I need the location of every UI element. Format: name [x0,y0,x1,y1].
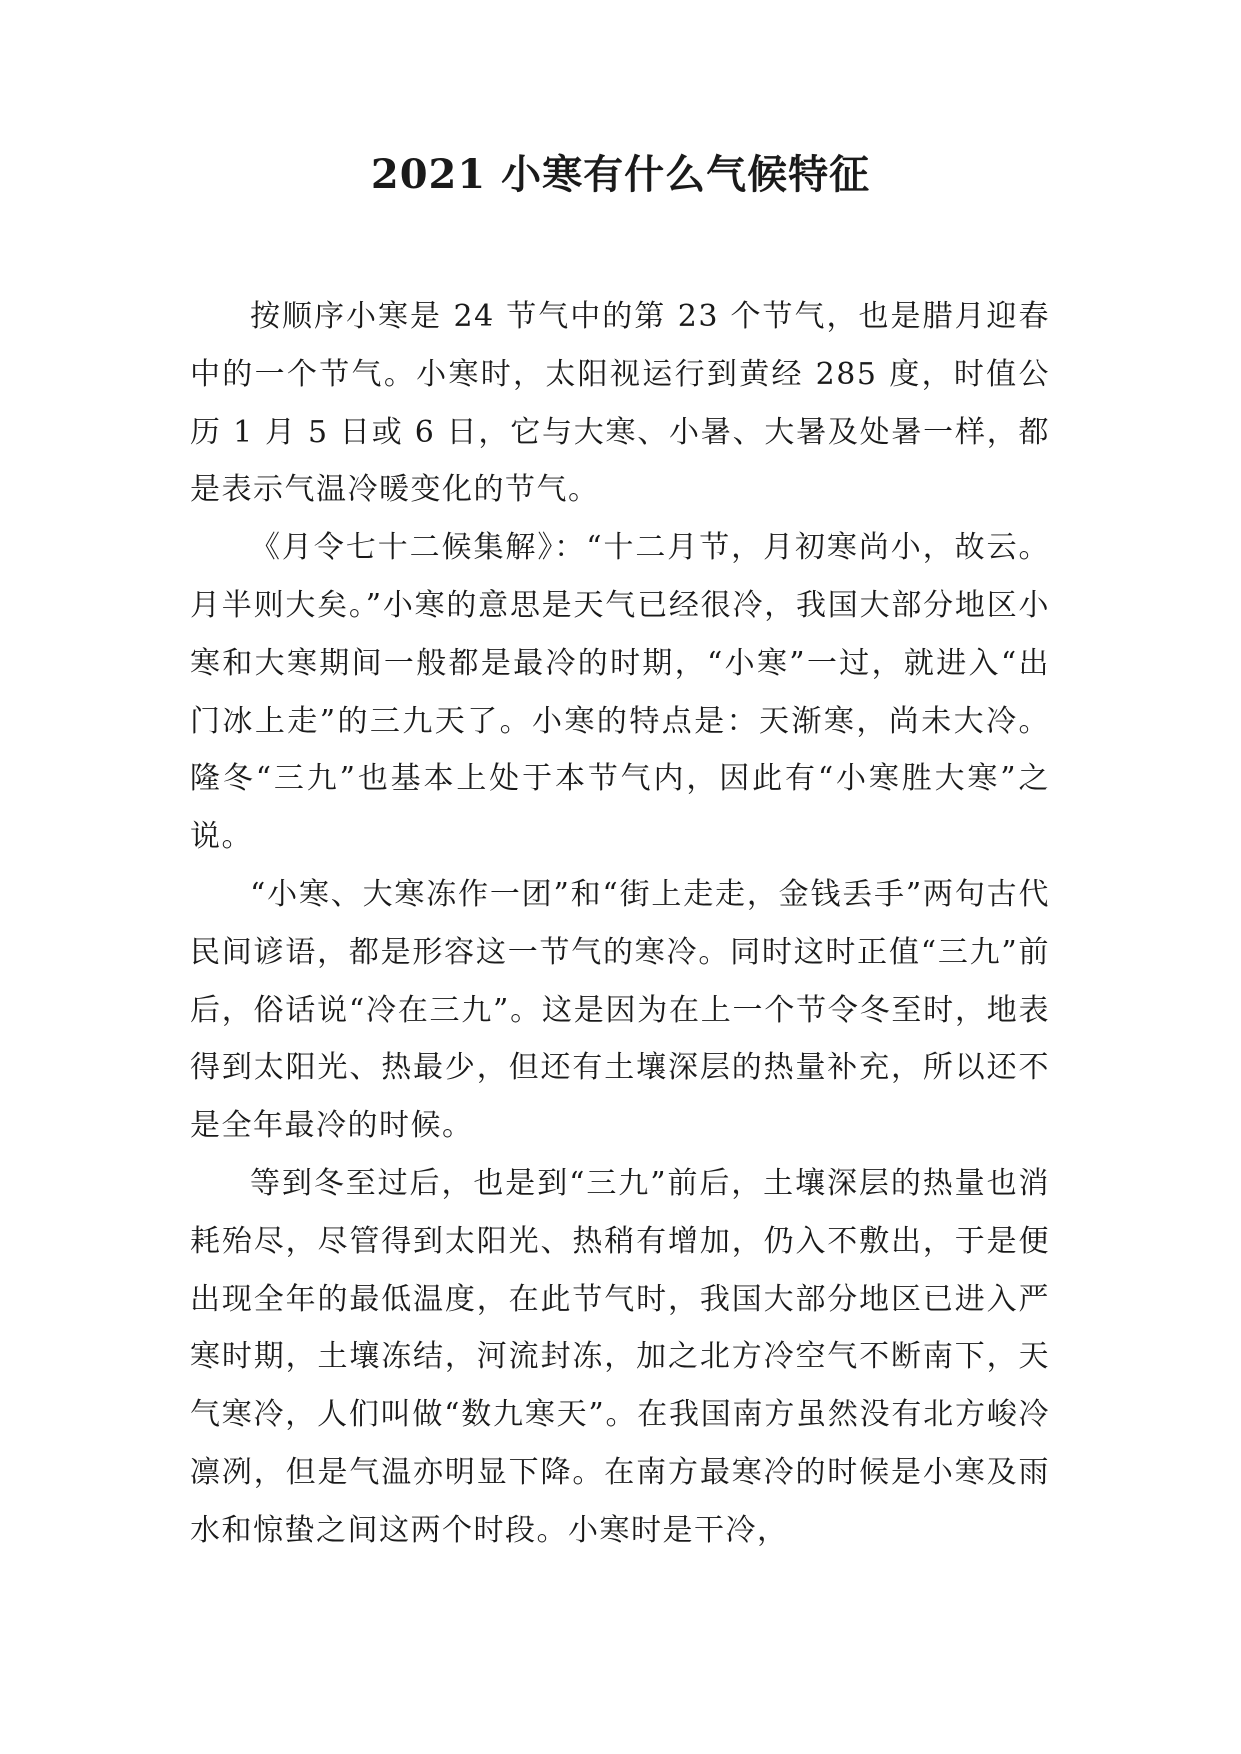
document-body [190,288,1050,1560]
document-title: 2021 小寒有什么气候特征 [370,151,871,198]
paragraph-2: 《月令七十二候集解》：“十二月节，月初寒尚小，故云。月半则大矣。”小寒的意思是天气已经很冷，我国大部分地区小寒和大寒期间一般都是最冷的时期，“小寒”一过，就进入“出门冰上走”的三九天了。小寒的特点是：天渐寒，尚未大冷。隆冬“三九”也基本上处于本节气内，因此有“小寒胜大寒”之说。 [190,530,1050,855]
paragraph-4: 等到冬至过后，也是到“三九”前后，土壤深层的热量也消耗殆尽，尽管得到太阳光、热稍有增加，仍入不敷出，于是便出现全年的最低温度，在此节气时，我国大部分地区已进入严寒时期，土壤冻结，河流封冻，加之北方冷空气不断南下，天气寒冷，人们叫做“数九寒天”。在我国南方虽然没有北方峻冷凛冽，但是气温亦明显下降。在南方最寒冷的时候是小寒及雨水和惊蛰之间这两个时段。小寒时是干冷， [190,1165,1050,1548]
paragraph-1: 按顺序小寒是 24 节气中的第 23 个节气，也是腊月迎春中的一个节气。小寒时，太阳视运行到黄经 285 度，时值公历 1 月 5 日或 6 日，它与大寒、小暑、大暑及处暑一样，都是表示气温冷暖变化的节气。 [190,299,1050,508]
paragraph-3: “小寒、大寒冻作一团”和“街上走走，金钱丢手”两句古代民间谚语，都是形容这一节气的寒冷。同时这时正值“三九”前后，俗话说“冷在三九”。这是因为在上一个节令冬至时，地表得到太阳光、热最少，但还有土壤深层的热量补充，所以还不是全年最冷的时候。 [190,876,1050,1144]
